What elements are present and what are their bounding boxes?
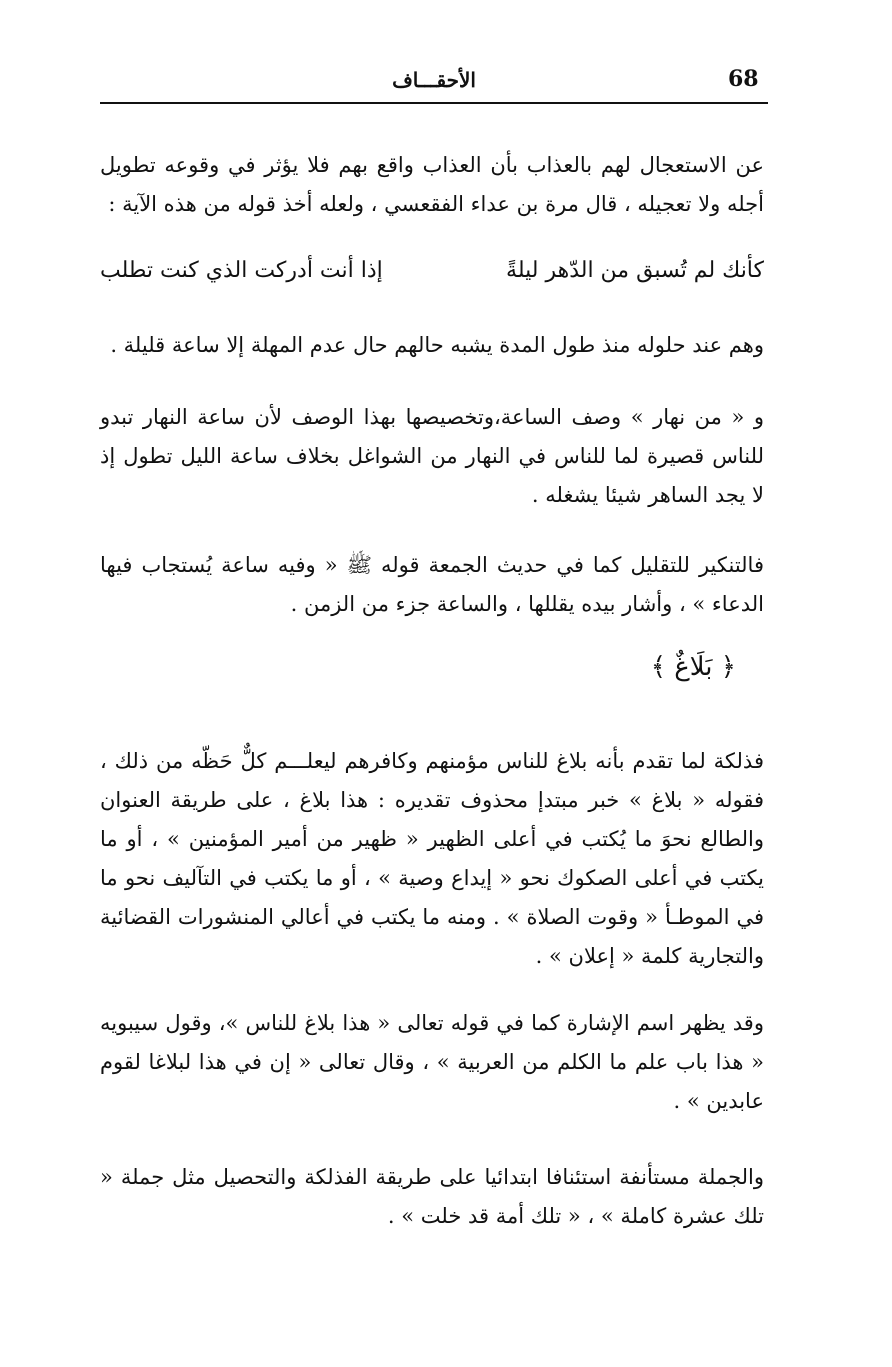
paragraph-4: فالتنكير للتقليل كما في حديث الجمعة قوله ﷺ « وفيه ساعة يُستجاب فيها الدعاء » ، وأشار بيده يقللها ، والساعة جزء من الزمن .: [100, 553, 764, 616]
paragraph-1: عن الاستعجال لهم بالعذاب بأن العذاب واقع بهم فلا يؤثر في وقوعه تطويل أجله ولا تعجيله ، قال مرة بن عداء الفقعسي ، ولعله أخذ قوله من هذه الآية :: [100, 153, 764, 216]
poetry-verse: [100, 252, 764, 296]
verse-first-hemistich: كأنك لم تُسبق من الدّهر ليلةً: [506, 258, 764, 283]
keyword-heading-text: ﴿ بَلَاغٌ ﴾: [650, 652, 736, 682]
paragraph-2: وهم عند حلوله منذ طول المدة يشبه حالهم حال عدم المهلة إلا ساعة قليلة .: [110, 333, 764, 357]
page-number: 68: [728, 66, 759, 92]
paragraph-7: والجملة مستأنفة استئنافا ابتدائيا على طريقة الفذلكة والتحصيل مثل جملة « تلك عشرة كاملة » ، « تلك أمة قد خلت » .: [100, 1165, 764, 1228]
page-header: [100, 60, 768, 100]
verse-second-hemistich: إذا أنت أدركت الذي كنت تطلب: [100, 258, 383, 283]
running-title: الأحقـــاف: [392, 68, 476, 92]
paragraph-6: وقد يظهر اسم الإشارة كما في قوله تعالى « هذا بلاغ للناس »، وقول سيبويه « هذا باب علم ما الكلم من العربية » ، وقال تعالى « إن في هذا لبلاغا لقوم عابدين » .: [100, 1011, 764, 1113]
paragraph-5: فذلكة لما تقدم بأنه بلاغ للناس مؤمنهم وكافرهم ليعلـــم كلٌّ حَظّه من ذلك ، فقوله « بلاغ » خبر مبتدإ محذوف تقديره : هذا بلاغ ، على طريقة العنوان والطالع نحوَ ما يُكتب في أعلى الظهير « ظهير من أمير المؤمنين » ، أو ما يكتب في أعلى الصكوك نحو « إيداع وصية » ، أو ما يكتب في التآليف نحو ما في الموطـأ « وقوت الصلاة » . ومنه ما يكتب في أعالي المنشورات القضائية والتجارية كلمة « إعلان » .: [100, 749, 764, 968]
quranic-keyword-heading: [100, 652, 764, 702]
header-rule: [100, 102, 768, 104]
paragraph-3: و « من نهار » وصف الساعة،وتخصيصها بهذا الوصف لأن ساعة النهار تبدو للناس قصيرة لما للناس في النهار من الشواغل بخلاف ساعة الليل تطول إذ لا يجد الساهر شيئا يشغله .: [100, 405, 764, 507]
